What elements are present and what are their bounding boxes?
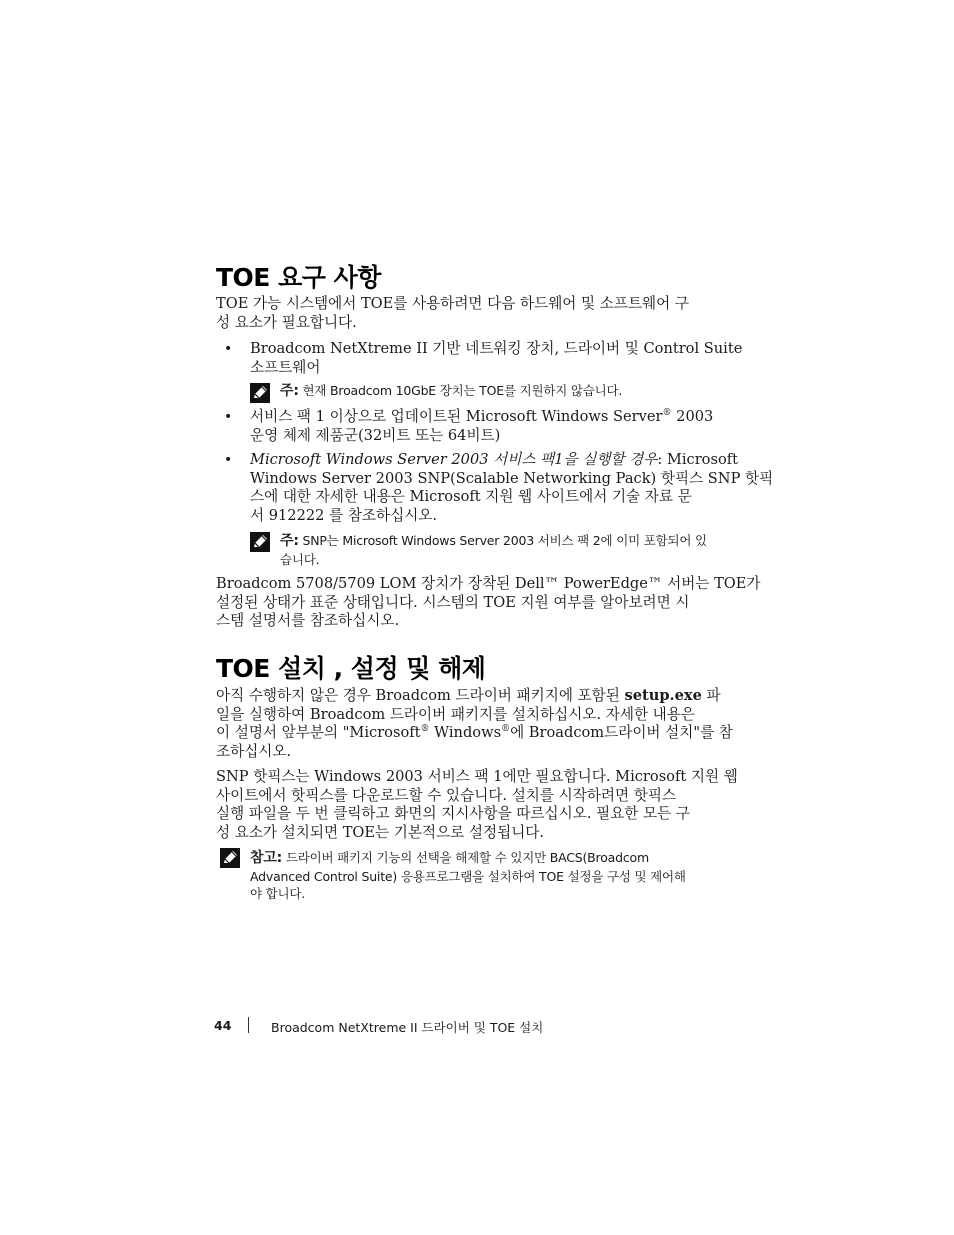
section1-intro: TOE 가능 시스템에서 TOE를 사용하려면 다음 하드웨어 및 소프트웨어 구 성 요소가 필요합니다.: [216, 295, 689, 331]
section2-para-snp: SNP 핫픽스는 Windows 2003 서비스 팩 1에만 필요합니다. Microsoft 지원 웹 사이트에서 핫픽스를 다운로드할 수 있습니다. 설치를 시작하려면 핫픽스 실행 파일을 두 번 클릭하고 화면의 지시사항을 따르십시오. 필요한 모든 구 성 요소가 설치되면 TOE는 기본적으로 설정됩니다.: [216, 768, 738, 841]
section-title-toe-install: TOE 설치 , 설정 및 해제: [216, 654, 486, 683]
bullet-item-windows-server: 서비스 팩 1 이상으로 업데이트된 Microsoft Windows Server® 2003 운영 체제 제품군(32비트 또는 64비트): [250, 408, 714, 444]
running-title: Broadcom NetXtreme II 드라이버 및 TOE 설치: [271, 1020, 544, 1035]
footer-divider: [248, 1017, 249, 1033]
bullet-item-netxtreme: Broadcom NetXtreme II 기반 네트워킹 장치, 드라이버 및 Control Suite 소프트웨어: [250, 340, 743, 376]
page-number: 44: [214, 1018, 232, 1033]
note-10gbe: 주: 현재 Broadcom 10GbE 장치는 TOE를 지원하지 않습니다.: [280, 383, 623, 399]
pencil-note-icon: [220, 848, 240, 868]
section1-closing: Broadcom 5708/5709 LOM 장치가 장착된 Dell™ PowerEdge™ 서버는 TOE가 설정된 상태가 표준 상태입니다. 시스템의 TOE 지원 여부를 알아보려면 시 스템 설명서를 참조하십시오.: [216, 575, 761, 629]
bullet-marker: •: [224, 409, 233, 425]
section2-para-install: 아직 수행하지 않은 경우 Broadcom 드라이버 패키지에 포함된 setup.exe 파 일을 실행하여 Broadcom 드라이버 패키지를 설치하십시오. 자세한 내용은 이 설명서 앞부분의 "Microsoft® Windows®에 Broadcom드라이버 설치"를 참 조하십시오.: [216, 687, 733, 760]
bullet-marker: •: [224, 452, 233, 468]
pencil-note-icon: [250, 383, 270, 403]
note-bacs: 참고: 드라이버 패키지 기능의 선택을 해제할 수 있지만 BACS(Broadcom Advanced Control Suite) 응용프로그램을 설치하여 TOE 설정을 구성 및 제어해 야 합니다.: [250, 850, 686, 901]
bullet-item-snp: Microsoft Windows Server 2003 서비스 팩1을 실행할 경우: Microsoft Windows Server 2003 SNP(Scalable Networking Pack) 핫픽스 SNP 핫픽 스에 대한 자세한 내용은 Microsoft 지원 웹 사이트에서 기술 자료 문 서 912222 를 참조하십시오.: [250, 451, 774, 524]
pencil-note-icon: [250, 532, 270, 552]
bullet-marker: •: [224, 341, 233, 357]
section-title-toe-requirements: TOE 요구 사항: [216, 263, 381, 292]
note-snp-sp2: 주: SNP는 Microsoft Windows Server 2003 서비스 팩 2에 이미 포함되어 있 습니다.: [280, 533, 707, 567]
